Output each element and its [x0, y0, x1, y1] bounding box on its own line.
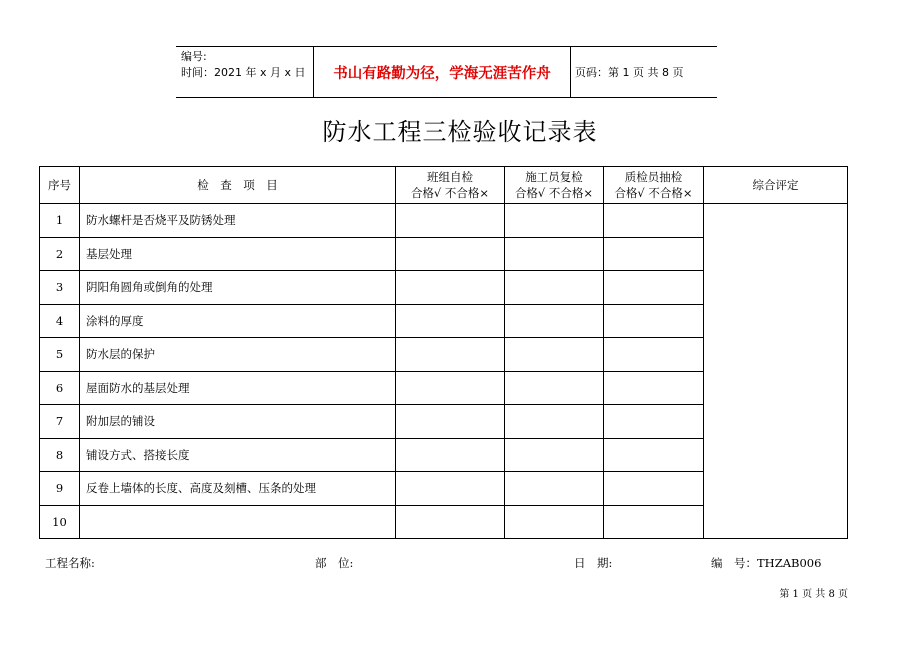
qc-spotcheck-cell[interactable] [604, 204, 704, 238]
constructor-recheck-cell[interactable] [505, 204, 604, 238]
row-number: 7 [40, 405, 80, 439]
qc-spotcheck-cell[interactable] [604, 438, 704, 472]
constructor-recheck-cell[interactable] [505, 338, 604, 372]
qc-spotcheck-cell[interactable] [604, 237, 704, 271]
row-number: 10 [40, 505, 80, 539]
row-item: 涂料的厚度 [80, 304, 396, 338]
overall-eval-cell[interactable] [704, 204, 848, 539]
inspection-table [39, 166, 848, 539]
team-check-cell[interactable] [396, 338, 505, 372]
row-number: 9 [40, 472, 80, 506]
footer-date: 日 期: [574, 556, 613, 570]
table-header-row [40, 167, 848, 204]
row-item: 基层处理 [80, 237, 396, 271]
table-row [40, 204, 848, 238]
header-page-info: 页码：第 1 页 共 8 页 [575, 66, 684, 79]
header-meta [176, 47, 314, 97]
team-check-cell[interactable] [396, 371, 505, 405]
group-name: 施工员复检 [525, 170, 583, 184]
qc-spotcheck-cell[interactable] [604, 271, 704, 305]
group-sub: 合格√ 不合格× [514, 186, 594, 200]
page-title: 防水工程三检验收记录表 [322, 118, 598, 146]
constructor-recheck-cell[interactable] [505, 505, 604, 539]
col-header-seq: 序号 [40, 167, 80, 204]
qc-spotcheck-cell[interactable] [604, 472, 704, 506]
col-header-overall-eval: 综合评定 [704, 167, 848, 204]
qc-spotcheck-cell[interactable] [604, 304, 704, 338]
row-number: 8 [40, 438, 80, 472]
team-check-cell[interactable] [396, 472, 505, 506]
col-header-team-check [396, 167, 505, 204]
page-footer: 第 1 页 共 8 页 [779, 589, 848, 600]
footer-code: 编 号：THZAB006 [711, 556, 822, 570]
footer-project-name: 工程名称: [45, 556, 95, 570]
row-item: 反卷上墙体的长度、高度及刻槽、压条的处理 [80, 472, 396, 506]
header-date-label: 时间：2021 年 x 月 x 日 [181, 66, 306, 79]
qc-spotcheck-cell[interactable] [604, 405, 704, 439]
team-check-cell[interactable] [396, 271, 505, 305]
group-sub: 合格√ 不合格× [614, 186, 693, 200]
header-number-label: 编号: [181, 50, 207, 63]
row-item: 附加层的铺设 [80, 405, 396, 439]
qc-spotcheck-cell[interactable] [604, 338, 704, 372]
row-number: 6 [40, 371, 80, 405]
constructor-recheck-cell[interactable] [505, 472, 604, 506]
qc-spotcheck-cell[interactable] [604, 371, 704, 405]
constructor-recheck-cell[interactable] [505, 237, 604, 271]
row-item: 防水层的保护 [80, 338, 396, 372]
col-header-qc-spotcheck [604, 167, 704, 204]
constructor-recheck-cell[interactable] [505, 304, 604, 338]
footer-position: 部 位: [315, 556, 354, 570]
row-item: 铺设方式、搭接长度 [80, 438, 396, 472]
team-check-cell[interactable] [396, 405, 505, 439]
team-check-cell[interactable] [396, 237, 505, 271]
constructor-recheck-cell[interactable] [505, 405, 604, 439]
group-sub: 合格√ 不合格× [410, 186, 490, 200]
row-number: 5 [40, 338, 80, 372]
row-item: 阴阳角圆角或倒角的处理 [80, 271, 396, 305]
document-header [176, 46, 717, 98]
row-number: 2 [40, 237, 80, 271]
row-number: 3 [40, 271, 80, 305]
team-check-cell[interactable] [396, 304, 505, 338]
row-number: 1 [40, 204, 80, 238]
header-slogan: 书山有路勤为径，学海无涯苦作舟 [314, 47, 571, 97]
team-check-cell[interactable] [396, 438, 505, 472]
col-header-constructor-recheck [505, 167, 604, 204]
constructor-recheck-cell[interactable] [505, 271, 604, 305]
col-header-item: 检 查 项 目 [80, 167, 396, 204]
qc-spotcheck-cell[interactable] [604, 505, 704, 539]
team-check-cell[interactable] [396, 204, 505, 238]
team-check-cell[interactable] [396, 505, 505, 539]
group-name: 质检员抽检 [624, 170, 683, 184]
row-item [80, 505, 396, 539]
group-name: 班组自检 [427, 170, 473, 184]
constructor-recheck-cell[interactable] [505, 438, 604, 472]
row-number: 4 [40, 304, 80, 338]
row-item: 防水螺杆是否烧平及防锈处理 [80, 204, 396, 238]
constructor-recheck-cell[interactable] [505, 371, 604, 405]
row-item: 屋面防水的基层处理 [80, 371, 396, 405]
